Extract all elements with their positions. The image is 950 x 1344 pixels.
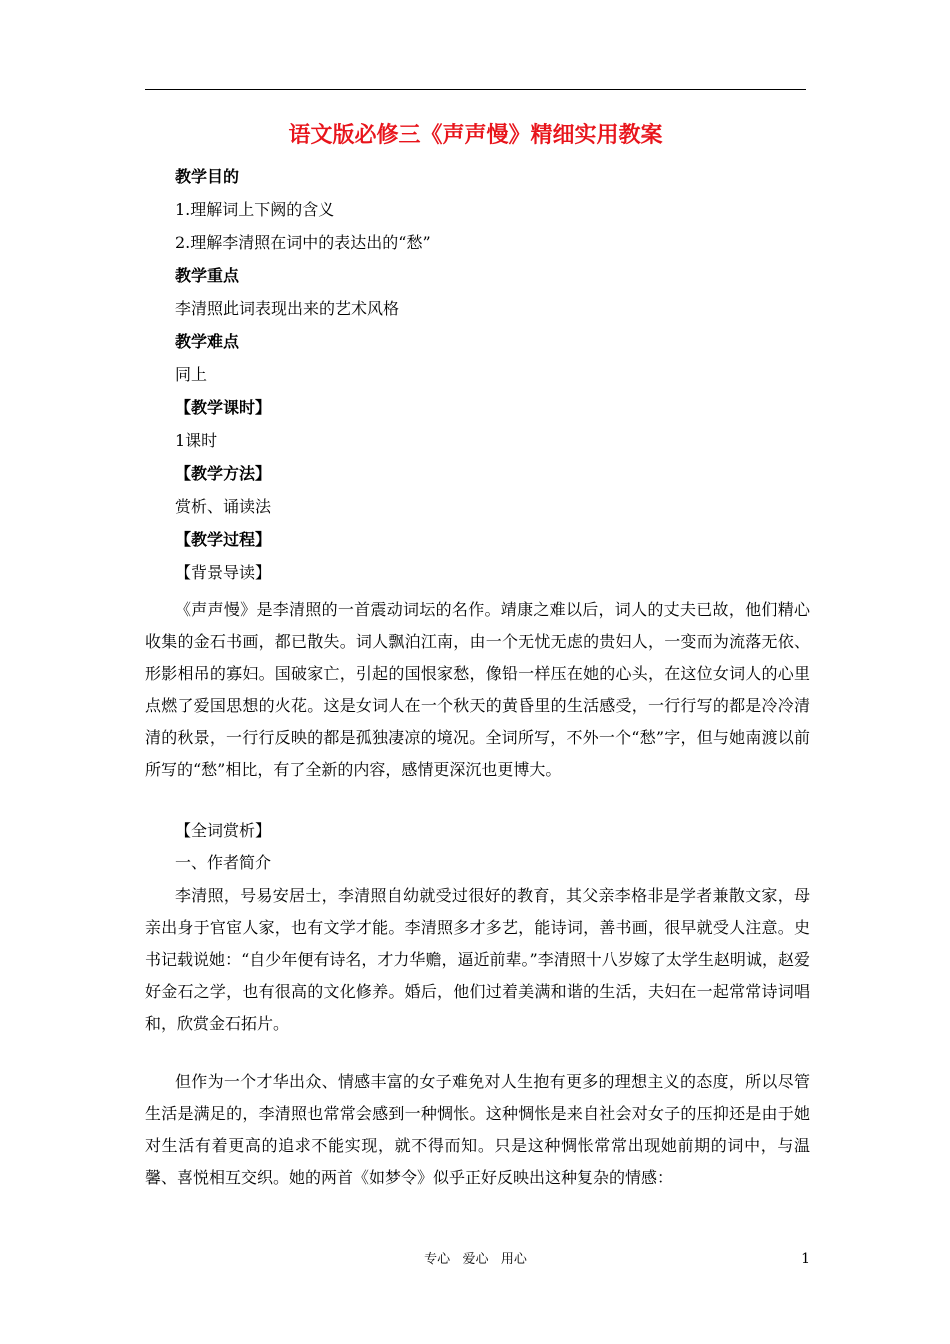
background-paragraph: 《声声慢》是李清照的一首震动词坛的名作。靖康之难以后，词人的丈夫已故，他们精心收集的金石书画，都已散失。词人飘泊江南，由一个无忧无虑的贵妇人，一变而为流落无依、形影相吊的寡妇。国破家亡，引起的国恨家愁，像铅一样压在她的心头，在这位女词人的心里点燃了爱国思想的火花。这是女词人在一个秋天的黄昏里的生活感受，一行行写的都是冷冷清清的秋景，一行行反映的都是孤独凄凉的境况。全词所写，不外一个“愁”字，但与她南渡以前所写的“愁”相比，有了全新的内容，感情更深沉也更博大。 <box>145 600 810 779</box>
method-text: 赏析、诵读法 <box>175 497 272 516</box>
focus-heading: 教学重点 <box>175 266 240 285</box>
focus-text: 李清照此词表现出来的艺术风格 <box>175 299 400 318</box>
method-heading: 【教学方法】 <box>175 464 272 483</box>
page-number: 1 <box>801 1251 810 1267</box>
difficulty-heading: 教学难点 <box>175 332 240 351</box>
footer-motto: 专心 爱心 用心 <box>424 1252 527 1267</box>
goal-item: 2.理解李清照在词中的表达出的“愁” <box>175 233 431 252</box>
goals-heading: 教学目的 <box>175 167 240 186</box>
process-heading: 【教学过程】 <box>175 530 272 549</box>
author-heading: 一、作者简介 <box>175 853 272 872</box>
header-rule <box>145 89 806 90</box>
background-heading: 【背景导读】 <box>175 563 272 582</box>
hours-heading: 【教学课时】 <box>175 398 272 417</box>
author-paragraph-1: 李清照，号易安居士，李清照自幼就受过很好的教育，其父亲李格非是学者兼散文家，母亲出身于官宦人家，也有文学才能。李清照多才多艺，能诗词，善书画，很早就受人注意。史书记载说她：“自少年便有诗名，才力华赡，逼近前辈。”李清照十八岁嫁了太学生赵明诚，赵爱好金石之学，也有很高的文化修养。婚后，他们过着美满和谐的生活，夫妇在一起常常诗词唱和，欣赏金石拓片。 <box>145 886 810 1033</box>
page-title: 语文版必修三《声声慢》精细实用教案 <box>288 122 663 148</box>
lesson-outline <box>175 160 811 589</box>
hours-text: 1课时 <box>175 431 218 450</box>
difficulty-text: 同上 <box>175 365 208 384</box>
goal-item: 1.理解词上下阙的含义 <box>175 200 335 219</box>
author-paragraph-2: 但作为一个才华出众、情感丰富的女子难免对人生抱有更多的理想主义的态度，所以尽管生活是满足的，李清照也常常会感到一种惆怅。这种惆怅是来自社会对女子的压抑还是由于她对生活有着更高的追求不能实现，就不得而知。只是这种惆怅常常出现她前期的词中，与温馨、喜悦相互交织。她的两首《如梦令》似乎正好反映出这种复杂的情感： <box>145 1072 810 1187</box>
analysis-heading: 【全词赏析】 <box>175 821 272 840</box>
